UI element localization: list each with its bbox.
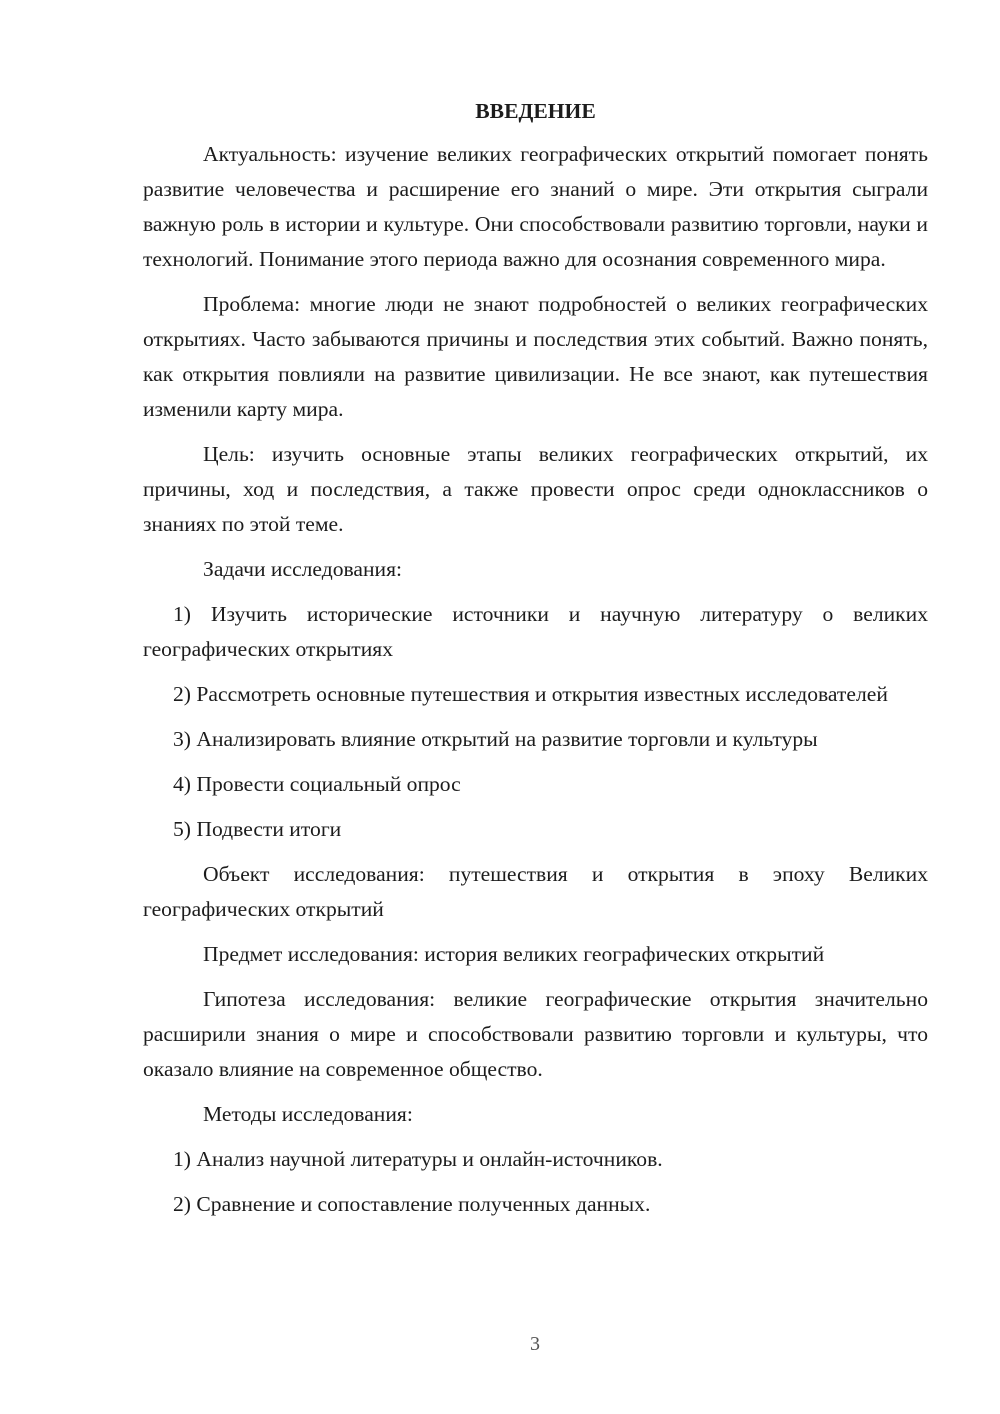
- task-item-2: 2) Рассмотреть основные путешествия и открытия известных исследователей: [173, 682, 888, 706]
- page-number: 3: [530, 1333, 540, 1355]
- tasks-heading: Задачи исследования:: [203, 557, 403, 581]
- document-page: [143, 94, 928, 1232]
- methods-list: [143, 1142, 928, 1222]
- object-paragraph: Объект исследования: путешествия и открытия в эпоху Великих географических открытий: [143, 862, 928, 921]
- tasks-list: [143, 597, 928, 847]
- subject-paragraph: Предмет исследования: история великих географических открытий: [203, 942, 825, 966]
- method-item-2: 2) Сравнение и сопоставление полученных данных.: [173, 1192, 651, 1216]
- methods-heading: Методы исследования:: [203, 1102, 413, 1126]
- problem-paragraph: Проблема: многие люди не знают подробностей о великих географических открытиях. Часто забываются причины и последствия этих событий. Важно понять, как открытия повлияли на развитие цивилизации. Не все знают, как путешествия изменили карту мира.: [143, 292, 928, 421]
- method-item-1: 1) Анализ научной литературы и онлайн-источников.: [173, 1147, 663, 1171]
- relevance-paragraph: Актуальность: изучение великих географических открытий помогает понять развитие человечества и расширение его знаний о мире. Эти открытия сыграли важную роль в истории и культуре. Они способствовали развитию торговли, науки и технологий. Понимание этого периода важно для осознания современного мира.: [143, 142, 928, 271]
- task-item-3: 3) Анализировать влияние открытий на развитие торговли и культуры: [173, 727, 818, 751]
- task-item-4: 4) Провести социальный опрос: [173, 772, 461, 796]
- task-item-1: 1) Изучить исторические источники и научную литературу о великих географических открытиях: [143, 602, 928, 661]
- hypothesis-paragraph: Гипотеза исследования: великие географические открытия значительно расширили знания о мире и способствовали развитию торговли и культуры, что оказало влияние на современное общество.: [143, 987, 928, 1081]
- page-title: ВВЕДЕНИЕ: [475, 99, 596, 123]
- goal-paragraph: Цель: изучить основные этапы великих географических открытий, их причины, ход и последствия, а также провести опрос среди одноклассников о знаниях по этой теме.: [143, 442, 928, 536]
- task-item-5: 5) Подвести итоги: [173, 817, 342, 841]
